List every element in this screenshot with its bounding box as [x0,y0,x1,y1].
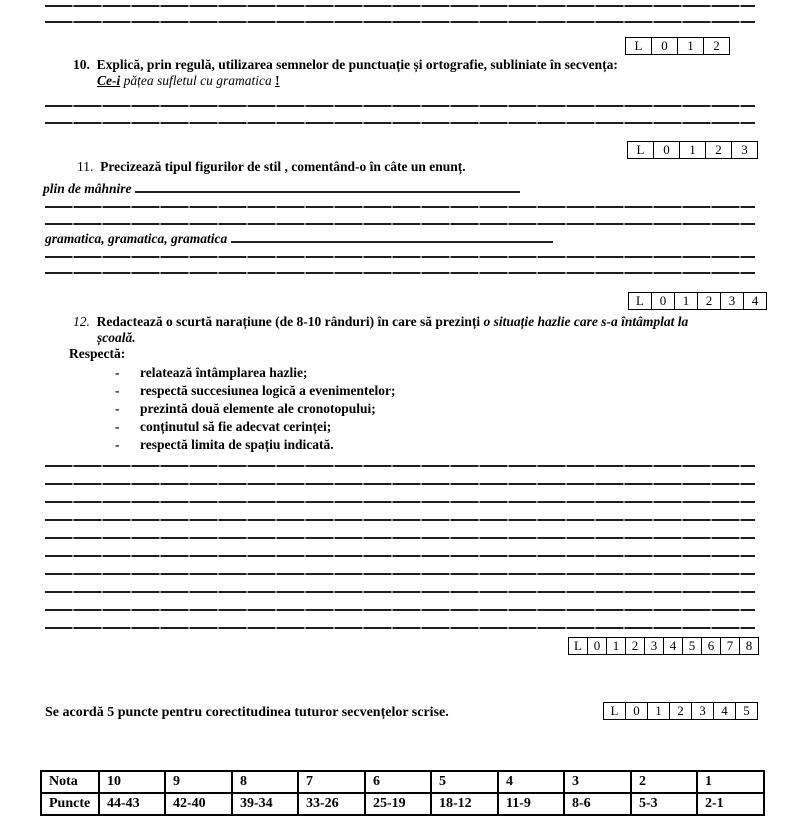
table-cell: 2 [631,771,697,793]
score-box-essay [568,637,759,655]
question-10-prompt: Explică, prin regulă, utilizarea semnelor de punctuație și ortografie, subliniate în secvența: [96,57,618,72]
writing-line [45,206,755,208]
list-item [115,383,395,399]
writing-line [45,501,755,503]
score-cell: 0 [625,702,648,720]
dash-bullet: - [115,383,120,398]
table-cell: 42-40 [165,793,232,815]
score-cell: 4 [743,292,767,310]
table-cell: 9 [165,771,232,793]
table-cell: 2-1 [697,793,764,815]
question-11 [77,159,466,175]
score-cell: 0 [587,637,607,655]
writing-line [45,256,755,258]
list-item-text: prezintă două elemente ale cronotopului; [140,401,376,416]
dash-bullet: - [115,419,120,434]
score-cell: 1 [647,702,670,720]
writing-line [45,519,755,521]
table-cell: 3 [564,771,631,793]
list-item-text: conținutul să fie adecvat cerinței; [140,419,332,434]
score-cell: 4 [663,637,683,655]
table-cell: 39-34 [232,793,298,815]
correctness-note: Se acordă 5 puncte pentru corectitudinea tuturor secvențelor scrise. [45,705,449,720]
score-cell: 0 [651,37,678,55]
writing-line [45,537,755,539]
score-cell: 3 [644,637,664,655]
dash-bullet: - [115,401,120,416]
score-cell: 2 [703,37,730,55]
score-cell: 5 [682,637,702,655]
figure-2-label: gramatica, gramatica, gramatica [45,231,231,246]
question-12-prompt-italic-2: școală. [97,330,136,345]
figure-1-label: plin de mâhnire [43,181,135,196]
table-cell: Nota [41,771,99,793]
score-cell: 4 [713,702,736,720]
list-item [115,365,307,381]
list-item [115,437,334,453]
score-cell: 8 [739,637,759,655]
quote-underlined-word: Ce-i [97,73,121,88]
score-cell: L [568,637,588,655]
score-cell: L [603,702,626,720]
writing-line [45,591,755,593]
table-cell: 6 [365,771,431,793]
score-cell: 3 [731,141,758,159]
writing-line [45,573,755,575]
table-cell: 1 [697,771,764,793]
writing-line [45,627,755,629]
score-cell: L [625,37,652,55]
score-cell: 5 [735,702,758,720]
table-cell: 8-6 [564,793,631,815]
respect-label: Respectă: [69,346,126,361]
score-cell: L [628,292,652,310]
score-cell: 7 [720,637,740,655]
score-cell: 1 [679,141,706,159]
question-10-number: 10. [73,57,90,72]
table-cell: 11-9 [498,793,564,815]
table-row-puncte [41,793,764,815]
quote-underlined-mark: ! [275,73,280,88]
figure-item-2 [45,230,553,247]
score-box-correctness [603,702,758,720]
score-cell: 3 [691,702,714,720]
question-12-prompt-line2 [97,330,136,346]
grading-table [40,770,765,816]
list-item-text: respectă succesiunea logică a evenimentelor; [140,383,396,398]
table-cell: Puncte [41,793,99,815]
writing-line [45,465,755,467]
table-cell: 8 [232,771,298,793]
score-cell: 2 [697,292,721,310]
table-cell: 33-26 [298,793,365,815]
table-cell: 25-19 [365,793,431,815]
table-cell: 4 [498,771,564,793]
score-box-q11 [627,141,758,159]
writing-line [45,105,755,107]
dash-bullet: - [115,365,120,380]
dash-bullet: - [115,437,120,452]
writing-line [45,122,755,124]
writing-line [45,5,755,7]
score-cell: 1 [606,637,626,655]
figure-item-1 [43,180,520,197]
writing-line [45,272,755,274]
list-item [115,419,331,435]
quote-text: pățea sufletul cu gramatica [120,73,276,88]
writing-line [45,223,755,225]
table-cell: 5 [431,771,498,793]
list-item [115,401,376,417]
score-cell: 1 [677,37,704,55]
table-cell: 44-43 [99,793,165,815]
score-cell: 1 [674,292,698,310]
writing-line [45,555,755,557]
table-cell: 7 [298,771,365,793]
question-12 [73,314,688,330]
score-cell: 2 [705,141,732,159]
score-cell: 3 [720,292,744,310]
question-12-prompt: Redactează o scurtă narațiune (de 8-10 rânduri) în care să prezinți [96,314,484,329]
question-11-number: 11. [77,159,94,174]
question-11-prompt: Precizează tipul figurilor de stil , comentând-o în câte un enunț. [100,159,466,174]
table-cell: 5-3 [631,793,697,815]
table-row-nota [41,771,764,793]
question-10-quote [97,73,280,89]
list-item-text: respectă limita de spațiu indicată. [140,437,334,452]
writing-line [45,483,755,485]
question-12-prompt-italic: o situație hazlie care s-a întâmplat la [483,314,689,329]
score-cell: 0 [653,141,680,159]
answer-blank [231,230,553,243]
answer-blank [135,180,520,193]
question-12-number: 12. [73,314,90,329]
writing-line [45,609,755,611]
score-cell: 6 [701,637,721,655]
score-box-q10 [625,37,730,55]
table-cell: 18-12 [431,793,498,815]
score-cell: 2 [625,637,645,655]
score-cell: 2 [669,702,692,720]
score-cell: 0 [651,292,675,310]
score-cell: L [627,141,654,159]
writing-line [45,21,755,23]
list-item-text: relatează întâmplarea hazlie; [140,365,308,380]
score-box-q12 [628,292,767,310]
table-cell: 10 [99,771,165,793]
question-10 [73,57,618,73]
